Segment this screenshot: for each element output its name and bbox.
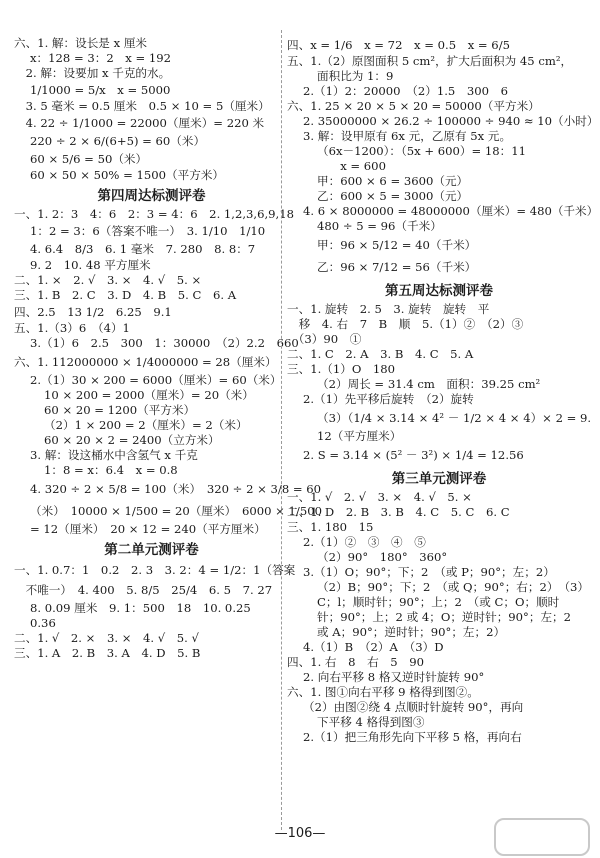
answer-line: 2. S = 3.14 × (5² － 3²) × 1/4 = 12.56 (303, 448, 524, 462)
answer-line: （6x－1200）：（5x + 600）= 18：11 (317, 144, 527, 158)
answer-line: 下平移 4 格得到图③ (317, 715, 425, 729)
answer-line: 三、1. B 2. C 3. D 4. B 5. C 6. A (14, 288, 237, 302)
answer-line: 二、1. C 2. A 3. B 4. C 5. A (287, 347, 474, 361)
answer-line: 三、1. A 2. B 3. A 4. D 5. B (14, 646, 201, 660)
answer-line: 480 ÷ 5 = 96（千米） (317, 219, 442, 233)
answer-line: 甲：96 × 5/12 = 40（千米） (317, 238, 477, 252)
answer-line: 4. 6.4 8/3 6. 1 毫米 7. 280 8. 8：7 (30, 242, 256, 256)
answer-line: 3.（1）O；90°；下；2 （或 P；90°；左；2） (303, 565, 555, 579)
answer-line: C；l；顺时针；90°；上；2 （或 C；O；顺时 (317, 595, 560, 609)
answer-line: 四、x = 1/6 x = 72 x = 0.5 x = 6/5 (287, 38, 510, 52)
answer-line: 3. 5 毫米 = 0.5 厘米 0.5 × 10 = 5（厘米） (14, 99, 270, 113)
answer-line: 9. 2 10. 48 平方厘米 (30, 258, 151, 272)
answer-line: 4. 22 ÷ 1/1000 = 22000（厘米）= 220 米 (14, 116, 265, 130)
right-column (287, 36, 599, 745)
answer-line: （2）由图②绕 4 点顺时针旋转 90°，再向 (303, 700, 524, 714)
answer-line: 10 × 200 = 2000（厘米）= 20（米） (44, 388, 254, 402)
answer-line: x = 600 (317, 159, 386, 173)
answer-line: 三、1. 180 15 (287, 520, 374, 534)
answer-line: （2）B；90°；下；2 （或 Q；90°；右；2） （3） (317, 580, 590, 594)
section-title: 第四周达标测评卷 (97, 188, 206, 204)
answer-line: 1：8 = x：6.4 x = 0.8 (44, 463, 178, 477)
answer-line: 4. 6 × 8000000 = 48000000（厘米）= 480（千米） (303, 204, 599, 218)
answer-line: 4.（1）B （2）A （3）D (303, 640, 444, 654)
answer-line: 4. 320 ÷ 2 × 5/8 = 100（米） 320 ÷ 2 × 3/8 = 60 (30, 482, 322, 496)
answer-line: 四、1. 右 8 右 5 90 (287, 655, 425, 669)
left-column (14, 36, 322, 661)
answer-line: 2.（1）30 × 200 = 6000（厘米）= 60（米） (30, 373, 282, 387)
answer-line: 六、1. 25 × 20 × 5 × 20 = 50000（平方米） (287, 99, 540, 113)
watermark-logo (494, 818, 590, 856)
answer-line: 一、1. 2：3 4：6 2：3 = 4：6 2. 1,2,3,6,9,18 (14, 207, 294, 221)
answer-line: 四、2.5 13 1/2 6.25 9.1 (14, 305, 172, 319)
answer-line: 面积比为 1：9 (317, 69, 394, 83)
section-title: 第三单元测评卷 (391, 471, 487, 487)
answer-line: 甲：600 × 6 = 3600（元） (317, 174, 469, 188)
answer-line: 0.36 (30, 616, 56, 630)
answer-line: 六、1. 图①向右平移 9 格得到图②。 (287, 685, 479, 699)
answer-line: 二、1. × 2. √ 3. × 4. √ 5. × (14, 273, 202, 287)
answer-line: 60 × 5/6 = 50（米） (30, 152, 148, 166)
answer-line: 2.（1）把三角形先向下平移 5 格，再向右 (303, 730, 522, 744)
answer-line: （3）90 ① (287, 332, 362, 346)
answer-line: 六、1. 112000000 × 1/4000000 = 28（厘米） (14, 355, 277, 369)
answer-line: 移 4. 右 7 B 顺 5.（1）② （2）③ (287, 317, 524, 331)
answer-line: 针；90°；上；2 或 4；O；逆时针；90°；左；2 (317, 610, 572, 624)
section-title: 第五周达标测评卷 (385, 283, 493, 299)
answer-line: 220 ÷ 2 × 6/(6+5) = 60（米） (30, 134, 206, 148)
answer-line: 2.（1）2：20000 （2）1.5 300 6 (303, 84, 508, 98)
answer-line: 不唯一） 4. 400 5. 8/5 25/4 6. 5 7. 27 (14, 583, 273, 597)
answer-line: 2.（1）先平移后旋转 （2）旋转 (303, 392, 474, 406)
answer-line: 一、1. 旋转 2. 5 3. 旋转 旋转 平 (287, 302, 490, 316)
answer-line: （2）1 × 200 = 2（厘米）= 2（米） (44, 418, 248, 432)
page-number: —106— (274, 826, 326, 841)
answer-line: 1/1000 = 5/x x = 5000 (30, 83, 171, 97)
answer-line: 二、1. √ 2. × 3. × 4. √ 5. √ (14, 631, 199, 645)
answer-line: 六、1. 解：设长是 x 厘米 (14, 36, 148, 50)
answer-line: （3）（1/4 × 3.14 × 4² － 1/2 × 4 × 4）× 2 = 9. (317, 411, 592, 425)
answer-line: （米） 10000 × 1/500 = 20（厘米） 6000 × 1/500 (30, 504, 322, 518)
answer-line: = 12（厘米） 20 × 12 = 240（平方厘米） (30, 522, 266, 536)
answer-line: 五、1.（3）6 （4）1 (14, 321, 130, 335)
answer-line: 3. 解：设甲原有 6x 元，乙原有 5x 元。 (303, 129, 512, 143)
answer-line: 2. 向右平移 8 格又逆时针旋转 90° (303, 670, 485, 684)
answer-line: x：128 = 3：2 x = 192 (30, 51, 172, 65)
answer-line: 二、1. D 2. B 3. B 4. C 5. C 6. C (287, 505, 510, 519)
answer-line: 2. 解：设要加 x 千克的水。 (14, 66, 171, 80)
answer-line: 一、1. √ 2. √ 3. × 4. √ 5. × (287, 490, 472, 504)
answer-line: 60 × 20 = 1200（平方米） (44, 403, 196, 417)
answer-line: 五、1.（2）原图面积 5 cm²，扩大后面积为 45 cm²， (287, 54, 573, 68)
answer-line: 乙：600 × 5 = 3000（元） (317, 189, 469, 203)
answer-line: （2）90° 180° 360° (317, 550, 448, 564)
answer-line: 2.（1）② ③ ④ ⑤ (303, 535, 426, 549)
answer-line: 8. 0.09 厘米 9. 1：500 18 10. 0.25 (30, 601, 251, 615)
answer-line: 乙：96 × 7/12 = 56（千米） (317, 260, 477, 274)
answer-line: 2. 35000000 × 26.2 ÷ 100000 ÷ 940 ≈ 10（小时） (303, 114, 599, 128)
answer-line: 一、1. 0.7：1 0.2 2. 3 3. 2：4 = 1/2：1（答案 (14, 563, 296, 577)
answer-line: 或 A；90°；逆时针；90°；左；2） (317, 625, 506, 639)
answer-line: 60 × 50 × 50% = 1500（平方米） (30, 168, 225, 182)
answer-line: 3. 解：设这桶水中含氢气 x 千克 (30, 448, 198, 462)
answer-line: 60 × 20 × 2 = 2400（立方米） (44, 433, 220, 447)
column-divider (281, 30, 283, 830)
answer-line: 1：2 = 3：6（答案不唯一） 3. 1/10 1/10 (30, 224, 266, 238)
answer-line: 3.（1）6 2.5 300 1：30000 （2）2.2 660 (30, 336, 299, 350)
answer-line: （2）周长 = 31.4 cm 面积：39.25 cm² (317, 377, 541, 391)
section-title: 第二单元测评卷 (104, 542, 199, 558)
answer-line: 12（平方厘米） (317, 429, 402, 443)
answer-line: 三、1.（1）O 180 (287, 362, 396, 376)
